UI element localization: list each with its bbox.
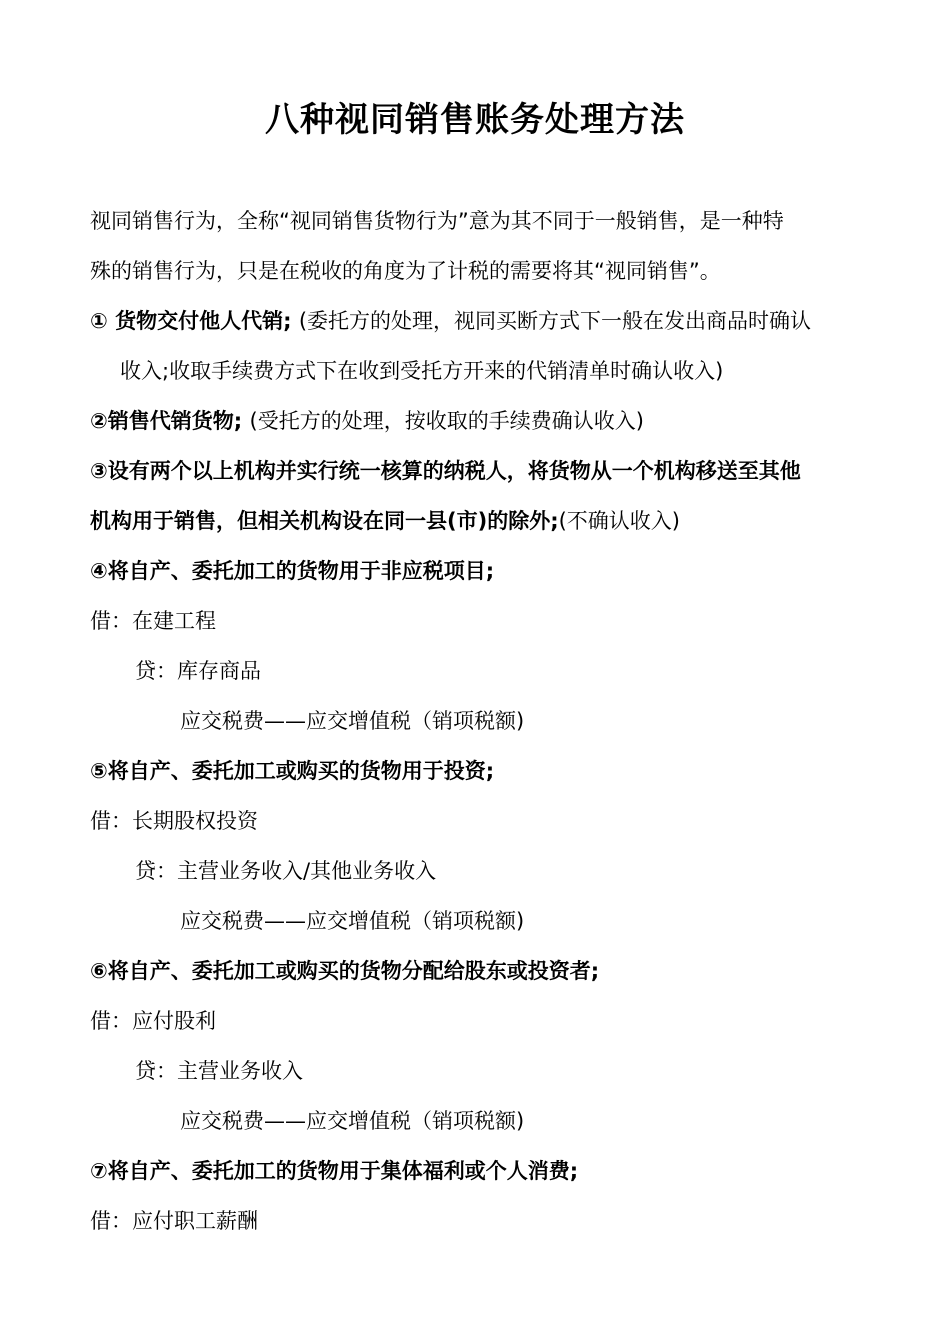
item-7-debit: 借：应付职工薪酬 (90, 1209, 258, 1233)
item-6-heading: ⑥将自产、委托加工或购买的货物分配给股东或投资者; (90, 959, 600, 983)
item-5-heading: ⑤将自产、委托加工或购买的货物用于投资; (90, 759, 495, 783)
item-3-heading-line-2: 机构用于销售，但相关机构设在同一县(市)的除外; (90, 509, 559, 533)
item-5-credit-2: 应交税费——应交增值税（销项税额) (180, 909, 525, 933)
intro-line-2: 殊的销售行为，只是在税收的角度为了计税的需要将其“视同销售”。 (90, 259, 721, 283)
item-6-credit-2: 应交税费——应交增值税（销项税额) (180, 1109, 525, 1133)
item-5-credit-1: 贷：主营业务收入/其他业务收入 (135, 859, 437, 883)
document-body (90, 196, 870, 1246)
item-6-credit-1: 贷：主营业务收入 (135, 1059, 303, 1083)
item-2-line (90, 396, 870, 446)
page-title: 八种视同销售账务处理方法 (265, 100, 685, 140)
item-2-note: (受托方的处理，按收取的手续费确认收入) (249, 409, 644, 433)
item-1-line-1 (90, 296, 870, 346)
item-4-credit-1: 贷：库存商品 (135, 659, 261, 683)
item-2-heading: ②销售代销货物; (90, 409, 250, 433)
item-1-heading: ① 货物交付他人代销; (90, 309, 299, 333)
item-1-line-2: 收入;收取手续费方式下在收到受托方开来的代销清单时确认收入) (120, 359, 724, 383)
item-3-note: (不确认收入) (558, 509, 680, 533)
item-6-debit: 借：应付股利 (90, 1009, 216, 1033)
item-4-credit-2: 应交税费——应交增值税（销项税额) (180, 709, 525, 733)
item-3-heading-line-1: ③设有两个以上机构并实行统一核算的纳税人，将货物从一个机构移送至其他 (90, 459, 801, 483)
item-1-note: (委托方的处理，视同买断方式下一般在发出商品时确认 (298, 309, 812, 333)
item-4-debit: 借：在建工程 (90, 609, 216, 633)
item-7-heading: ⑦将自产、委托加工的货物用于集体福利或个人消费; (90, 1159, 579, 1183)
intro-line-1: 视同销售行为，全称“视同销售货物行为”意为其不同于一般销售，是一种特 (90, 209, 784, 233)
item-3-line-2 (90, 496, 870, 546)
item-5-debit: 借：长期股权投资 (90, 809, 258, 833)
item-4-heading: ④将自产、委托加工的货物用于非应税项目; (90, 559, 495, 583)
